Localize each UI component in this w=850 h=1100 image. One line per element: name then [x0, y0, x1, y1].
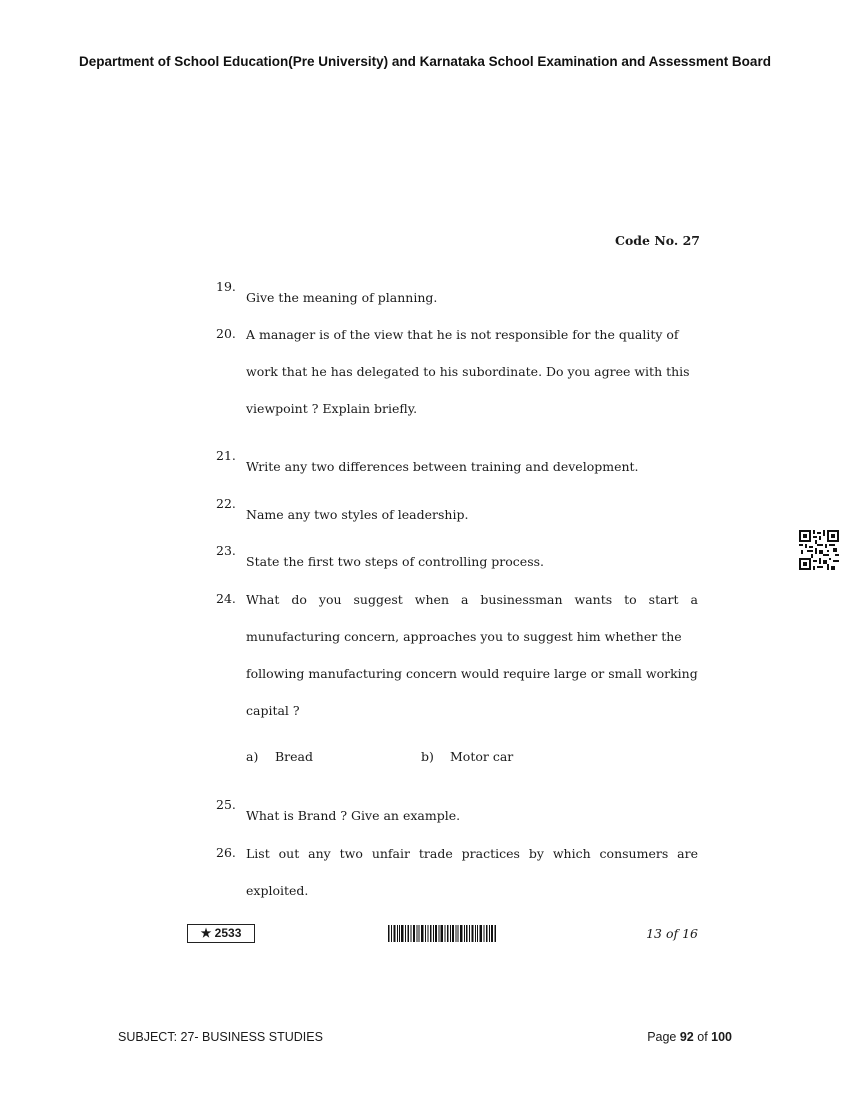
page-mid: of — [693, 1030, 712, 1044]
option-a-label: a) — [246, 749, 259, 764]
page-total: 100 — [711, 1030, 732, 1044]
qr-code-icon — [799, 530, 839, 570]
question-number: 25. — [216, 797, 236, 812]
question-text-line: capital ? — [246, 703, 300, 718]
question-text-line: List out any two unfair trade practices by which consumers are — [246, 846, 698, 861]
header-title: Department of School Education(Pre University) and Karnataka School Examination and Assessment Board — [79, 54, 771, 69]
question-number: 26. — [216, 845, 236, 860]
question-23 — [216, 543, 698, 580]
page-current: 92 — [679, 1030, 694, 1044]
question-number: 19. — [216, 279, 236, 294]
option-b-label: b) — [421, 749, 434, 764]
question-21 — [216, 448, 698, 485]
star-code-box: ★ 2533 — [187, 924, 255, 943]
question-text-line: viewpoint ? Explain briefly. — [246, 401, 418, 416]
question-number: 24. — [216, 591, 236, 606]
question-text-line: munufacturing concern, approaches you to suggest him whether the — [246, 629, 682, 644]
question-19 — [216, 279, 698, 316]
question-number: 23. — [216, 543, 236, 558]
barcode-icon — [388, 925, 496, 942]
question-text-line: A manager is of the view that he is not responsible for the quality of — [246, 327, 679, 342]
question-number: 22. — [216, 496, 236, 511]
exam-page-number: 13 of 16 — [646, 926, 698, 941]
option-b-text: Motor car — [450, 749, 514, 764]
question-text: State the first two steps of controlling process. — [246, 554, 544, 569]
question-text-line: work that he has delegated to his subordinate. Do you agree with this — [246, 364, 690, 379]
question-text: Name any two styles of leadership. — [246, 507, 469, 522]
question-26 — [216, 845, 698, 900]
question-text: What is Brand ? Give an example. — [246, 808, 461, 823]
question-text-line: What do you suggest when a businessman wants to start a — [246, 592, 698, 607]
question-24 — [216, 591, 698, 720]
question-25 — [216, 797, 698, 834]
question-text: Give the meaning of planning. — [246, 290, 438, 305]
question-text-line: exploited. — [246, 883, 309, 898]
code-number: Code No. 27 — [615, 233, 700, 248]
question-number: 20. — [216, 326, 236, 341]
question-text: Write any two differences between training and development. — [246, 459, 639, 474]
question-text-line: following manufacturing concern would require large or small working — [246, 666, 698, 681]
option-a-text: Bread — [275, 749, 314, 764]
page-prefix: Page — [647, 1030, 680, 1044]
footer-page-number — [560, 1030, 732, 1044]
question-20 — [216, 326, 698, 418]
question-number: 21. — [216, 448, 236, 463]
question-22 — [216, 496, 698, 533]
footer-subject: SUBJECT: 27- BUSINESS STUDIES — [118, 1030, 323, 1044]
